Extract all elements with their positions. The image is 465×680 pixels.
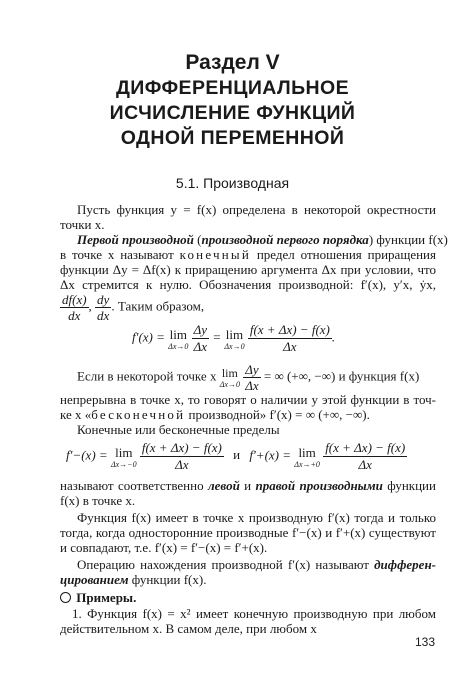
example-1-line-2: действительном x. В самом деле, при любом x xyxy=(60,621,317,636)
p5-a: называют соответственно xyxy=(60,478,208,493)
p2-line-1 xyxy=(60,232,448,247)
eq2-left-ratio xyxy=(140,440,224,473)
finite-spaced-word: конечный xyxy=(179,247,251,262)
example-1-line-1: 1. Функция f(x) = x² имеет конечную производную при любом xyxy=(72,606,436,621)
eq1-lim-1 xyxy=(168,327,188,351)
p4-line: Конечные или бесконечные пределы xyxy=(77,422,280,437)
section-title-line-1: ДИФФЕРЕНЦИАЛЬНОЕ xyxy=(116,77,349,99)
eq2-right-den: Δx xyxy=(358,457,372,472)
p1-line-2: точки x. xyxy=(60,217,105,232)
eq2-left-lhs: f′−(x) = xyxy=(66,447,108,463)
eq2-lim-right xyxy=(294,445,320,469)
eq1-lim-2 xyxy=(224,327,244,351)
eq2-lim-sub-l: Δx→−0 xyxy=(110,459,137,469)
df-den: dx xyxy=(68,308,81,323)
first-order-term: производной первого порядка xyxy=(201,232,369,247)
infinite-spaced-word: бесконечной xyxy=(91,407,186,422)
eq1-dy-dx xyxy=(192,322,209,355)
dy-num: dy xyxy=(97,292,110,307)
eq2-left-den: Δx xyxy=(175,457,189,472)
p7-b: функции f(x). xyxy=(128,572,207,587)
p2-line-5-tail: . Таким образом, xyxy=(111,298,205,314)
eq2-left-num: f(x + Δx) − f(x) xyxy=(141,440,222,455)
df-dx-fraction xyxy=(60,292,89,323)
p3-line-2: непрерывна в точке x, то говорят о наличии у этой функции в точ- xyxy=(60,392,436,407)
lim-word-2: lim xyxy=(225,326,244,342)
eq2-and: и xyxy=(233,447,241,463)
eq2-lim-sub-r: Δx→+0 xyxy=(294,459,320,469)
eq2-right-lhs: f′+(x) = xyxy=(249,447,292,463)
lim-sub: Δx→0 xyxy=(168,341,189,351)
p3-dy: Δy xyxy=(245,362,259,377)
derivative-definition-equation: f′(x) = lim Δx→0 $\frac{\Delta y}{\Delta x}$ = lim Δx→0 $\frac{f(x + \Delta x) - f(x)}{\Delta x}$ . xyxy=(132,322,336,354)
p3-lim xyxy=(220,366,240,389)
eq1-equals: = xyxy=(212,329,222,345)
p2-line-4: Δx стремится к нулю. Обозначения производной: f′(x), y′x, ẏx, xyxy=(60,277,436,292)
p5-line-1 xyxy=(60,478,436,493)
p5-b: функции xyxy=(382,478,436,493)
p2-line-5: $\frac{df(x)}{dx}$ , $\frac{dy}{dx}$ . Таким образом, xyxy=(62,292,205,323)
differentiation-term-2: цированием xyxy=(60,572,129,587)
eq2-right-num: f(x + Δx) − f(x) xyxy=(325,440,406,455)
p3-dy-dx xyxy=(243,362,260,393)
differentiation-term-1: дифферен- xyxy=(374,557,436,572)
p3-line-1-a: Если в некоторой точке x xyxy=(77,368,217,384)
p3-lim-sub: Δx→0 xyxy=(219,380,240,389)
p7-line-1 xyxy=(60,557,436,572)
p7-a: Операцию нахождения производной f′(x) называют xyxy=(77,557,375,572)
p2-line-2-a: в точке x называют xyxy=(60,247,180,262)
eq2-lim-word-l: lim xyxy=(115,444,133,460)
df-num: df(x) xyxy=(62,292,87,307)
section-heading xyxy=(0,50,465,151)
examples-label: Примеры. xyxy=(76,590,137,605)
p6-line-2: тогда, когда односторонние производные f′−(x) и f′+(x) существуют xyxy=(60,525,436,540)
eq1-dx: Δx xyxy=(193,339,208,354)
eq2-lim-left xyxy=(111,445,137,469)
eq1-increment-ratio xyxy=(248,322,332,355)
p3-line-1-b: = ∞ (+∞, −∞) и функция f(x) xyxy=(263,368,420,384)
eq2-lim-word-r: lim xyxy=(298,444,316,460)
p3-line-1 xyxy=(60,362,436,393)
one-sided-derivatives-equation xyxy=(66,440,407,473)
lim-word: lim xyxy=(169,326,187,342)
p3-line-3-a: ке x « xyxy=(60,407,92,422)
p3-line-3 xyxy=(60,407,436,422)
p5-line-2: f(x) в точке x. xyxy=(60,493,136,508)
p2-line-1-rest: ) функции f(x) xyxy=(368,232,448,247)
p7-line-2 xyxy=(60,572,436,587)
eq1-lhs: f′(x) = xyxy=(132,329,165,345)
section-title-line-3: ОДНОЙ ПЕРЕМЕННОЙ xyxy=(120,127,345,149)
p6-line-3: и совпадают, т.е. f′(x) = f′−(x) = f′+(x). xyxy=(60,540,268,555)
eq1-incr-den: Δx xyxy=(283,339,297,354)
subsection-title: 5.1. Производная xyxy=(175,175,290,191)
circle-bullet-icon xyxy=(60,592,71,603)
dy-dx-fraction xyxy=(95,292,111,323)
eq1-incr-num: f(x + Δx) − f(x) xyxy=(249,322,330,337)
eq2-right-ratio xyxy=(323,440,407,473)
page-number: 133 xyxy=(414,635,435,649)
p3-dx: Δx xyxy=(245,378,259,393)
p6-line-1: Функция f(x) имеет в точке x производную f′(x) тогда и только xyxy=(77,510,436,525)
p2-paren: ( xyxy=(193,232,202,247)
p2-line-2-b: предел отношения приращения xyxy=(250,247,436,262)
section-title-line-2: ИСЧИСЛЕНИЕ ФУНКЦИЙ xyxy=(109,102,356,124)
left-derivative-term: левой xyxy=(207,478,240,493)
p3-lim-word: lim xyxy=(221,366,238,380)
p3-line-3-b: производной» f′(x) = ∞ (+∞, −∞). xyxy=(185,407,370,422)
examples-heading xyxy=(60,590,436,605)
p2-line-2 xyxy=(60,247,436,262)
first-derivative-term: Первой производной xyxy=(77,232,194,247)
eq1-dy: Δy xyxy=(193,322,208,337)
p5-and: и xyxy=(239,478,256,493)
section-label: Раздел V xyxy=(185,51,280,74)
dy-den: dx xyxy=(97,308,110,323)
p2-line-3: функции Δy = Δf(x) к приращению аргумента Δx при условии, что xyxy=(60,262,436,277)
p1-line-1: Пусть функция y = f(x) определена в некоторой окрестности xyxy=(77,202,436,217)
right-derivative-term: правой производными xyxy=(255,478,383,493)
lim-sub-2: Δx→0 xyxy=(224,341,245,351)
